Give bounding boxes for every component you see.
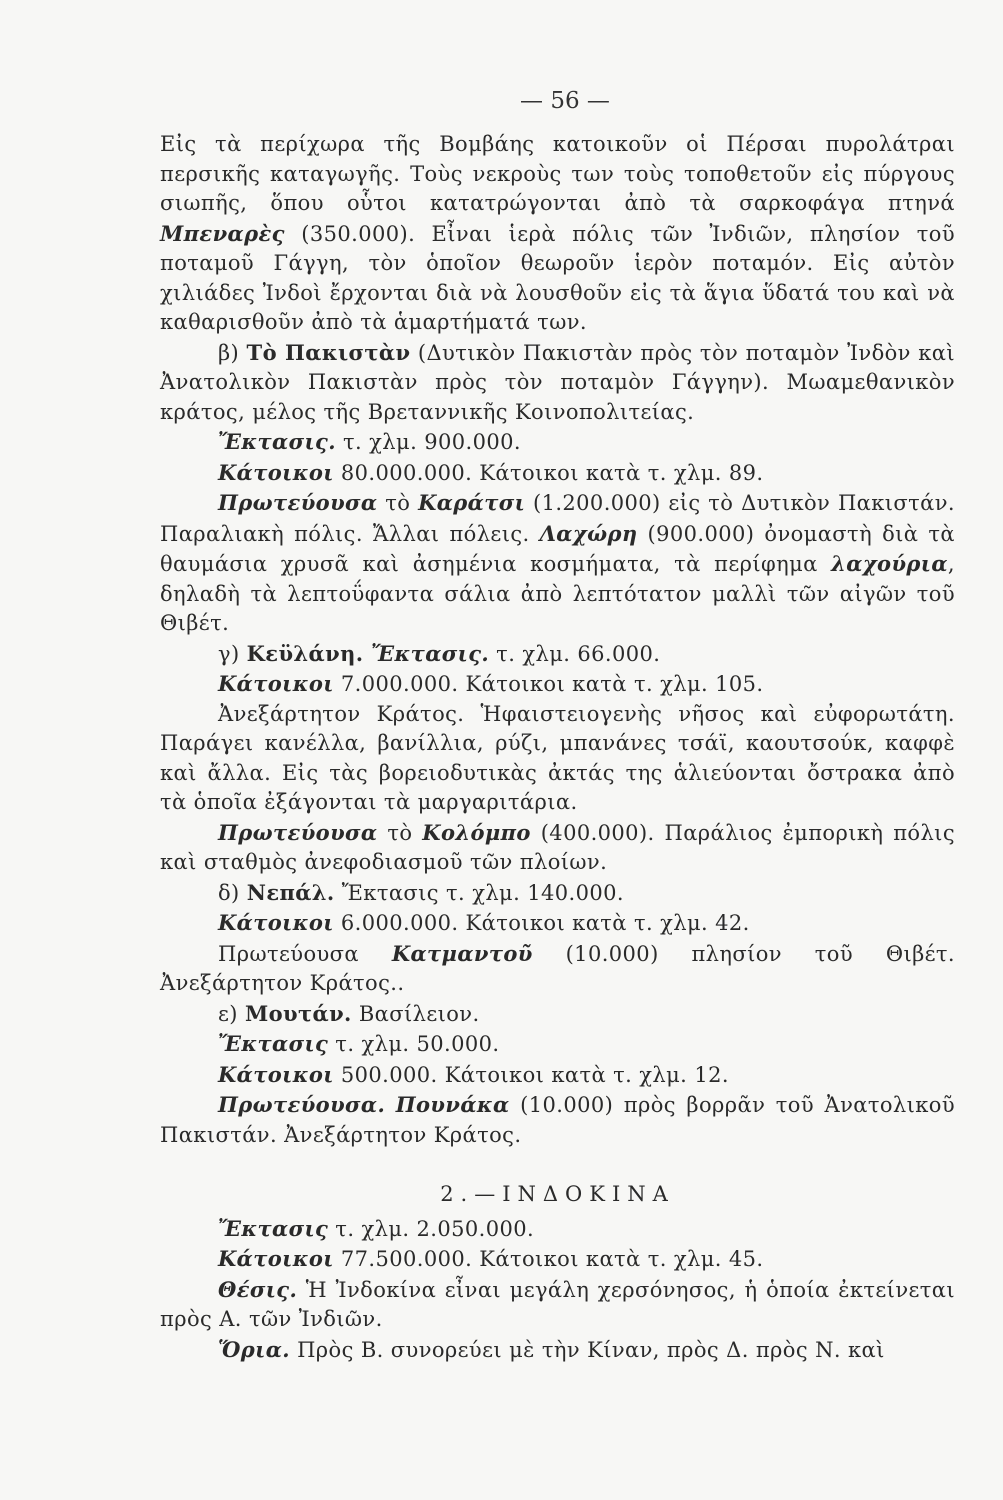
bhutan-population — [160, 1060, 955, 1091]
value: 77.500.000. Κάτοικοι κατὰ τ. χλμ. 45. — [333, 1247, 764, 1271]
text: Βασίλειον. — [351, 1001, 480, 1026]
label: Ἔκτασις — [218, 1031, 329, 1056]
ceylon-population — [160, 669, 955, 700]
indochina-population — [160, 1244, 955, 1275]
nepal-capital — [160, 939, 955, 999]
ceylon-intro — [160, 639, 955, 670]
ceylon-description — [160, 700, 955, 818]
value: 500.000. Κάτοικοι κατὰ τ. χλμ. 12. — [333, 1062, 729, 1087]
text: Πρὸς Β. συνορεύει μὲ τὴν Κίναν, πρὸς Δ. πρὸς Ν. καὶ — [290, 1337, 885, 1362]
text: Ἀνεξάρτητον Κράτος. Ἡφαιστειογενὴς νῆσος καὶ εὐφορωτάτη. Παράγει κανέλλα, βανίλλια, ρύζι, μπανάνες τσάϊ, καουτσούκ, καφφὲ καὶ ἄλλα. Εἰς τὰς βορειοδυτικὰς ἀκτάς της ἁλιεύονται ὄστρακα ἀπὸ τὰ ὁποῖα ἐξάγονται τὰ μαργαριτάρια. — [160, 701, 955, 814]
value: 6.000.000. Κάτοικοι κατὰ τ. χλμ. 42. — [333, 911, 750, 935]
city-name: Μπεναρὲς — [160, 220, 285, 246]
list-marker: δ) — [218, 880, 247, 905]
text: τὸ — [377, 491, 419, 515]
label: Πρωτεύουσα — [218, 490, 378, 515]
indochina-borders — [160, 1335, 955, 1366]
label: Ὅρια. — [218, 1336, 290, 1362]
label: Κάτοικοι — [218, 1246, 334, 1271]
city-name: Κατμαντοῦ — [391, 940, 533, 966]
text: , δηλαδὴ τὰ λεπτοΰφαντα σάλια ἀπὸ λεπτότατον μαλλὶ τῶν αἰγῶν τοῦ Θιβέτ. — [160, 552, 955, 635]
pakistan-intro — [160, 338, 955, 428]
country-name: Τὸ Πακιστὰν — [246, 339, 411, 365]
city-name: Καράτσι — [418, 490, 526, 515]
nepal-intro — [160, 878, 955, 909]
pakistan-capital — [160, 488, 955, 639]
indochina-position — [160, 1275, 955, 1335]
nepal-population — [160, 908, 955, 939]
pakistan-area — [160, 427, 955, 458]
text: (350.000). Εἶναι ἱερὰ πόλις τῶν Ἰνδιῶν, πλησίον τοῦ ποταμοῦ Γάγγη, τὸν ὁποῖον θεωροῦν ἱερὸν ποταμόν. Εἰς αὐτὸν χιλιάδες Ἰνδοὶ ἔρχονται διὰ νὰ λουσθοῦν εἰς τὰ ἅγια ὕδατά του καὶ νὰ καθαρισθοῦν ἀπὸ τὰ ἁμαρτήματά των. — [160, 221, 955, 334]
value: τ. χλμ. 50.000. — [328, 1032, 500, 1056]
term: λαχούρια — [831, 551, 948, 576]
city-name: Κολόμπο — [422, 819, 531, 845]
page-number: — 56 — — [520, 88, 610, 114]
value: Ἔκτασις τ. χλμ. 140.000. — [334, 880, 624, 905]
label: Κάτοικοι — [218, 910, 334, 935]
value: 7.000.000. Κάτοικοι κατὰ τ. χλμ. 105. — [333, 672, 764, 696]
country-name: Κεϋλάνη. — [246, 640, 364, 666]
bhutan-intro — [160, 999, 955, 1030]
pakistan-population — [160, 458, 955, 489]
section-heading-indochina: 2.—ΙΝΔΟΚΙΝΑ — [440, 1182, 675, 1206]
value: τ. χλμ. 900.000. — [335, 430, 521, 454]
indochina-area — [160, 1214, 955, 1245]
bhutan-capital — [160, 1090, 955, 1150]
label: Πρωτεύουσα — [218, 941, 392, 966]
text: τὸ — [377, 820, 423, 845]
city-name: Λαχώρη — [539, 520, 638, 546]
country-name: Νεπάλ. — [246, 879, 335, 905]
label: Ἔκτασις. — [218, 429, 336, 454]
label: Κάτοικοι — [218, 671, 334, 696]
text: (10.000) πρὸς βορρᾶν τοῦ Ἀνατολικοῦ Πακιστάν. Ἀνεξάρτητον Κράτος. — [160, 1093, 956, 1147]
text: (10.000) πλησίον τοῦ Θιβέτ. Ἀνεξάρτητον Κράτος.. — [160, 941, 955, 995]
list-marker: β) — [218, 340, 247, 365]
text: Ἡ Ἰνδοκίνα εἶναι μεγάλη χερσόνησος, ἡ ὁποία ἐκτείνεται πρὸς Α. τῶν Ἰνδιῶν. — [160, 1277, 955, 1331]
city-name: Πουνάκα — [395, 1092, 510, 1117]
ceylon-capital — [160, 818, 955, 878]
text: (900.000) ὀνομαστὴ διὰ τὰ θαυμάσια χρυσᾶ καὶ ἀσημένια κοσμήματα, τὰ περίφημα — [160, 521, 955, 576]
list-marker: γ) — [218, 641, 247, 666]
paragraph-bombay-benares — [160, 130, 955, 338]
list-marker: ε) — [218, 1001, 245, 1026]
text: (Δυτικὸν Πακιστὰν πρὸς τὸν ποταμὸν Ἰνδὸν καὶ Ἀνατολικὸν Πακιστὰν πρὸς τὸν ποταμὸν Γάγγην). Μωαμεθανικὸν κράτος, μέλος τῆς Βρεταννικῆς Κοινοπολιτείας. — [160, 340, 955, 424]
label: Πρωτεύουσα — [218, 819, 378, 845]
label: Κάτοικοι — [218, 1061, 334, 1087]
value: 80.000.000. Κάτοικοι κατὰ τ. χλμ. 89. — [333, 460, 764, 485]
text: (1.200.000) εἰς τὸ Δυτικὸν Πακιστάν. Παραλιακὴ πόλις. Ἄλλαι πόλεις. — [160, 491, 955, 546]
country-name: Μουτάν. — [244, 1000, 352, 1026]
value: τ. χλμ. 66.000. — [489, 641, 661, 666]
label: Κάτοικοι — [218, 459, 334, 485]
label: Πρωτεύουσα. — [218, 1092, 386, 1117]
page-body — [160, 130, 955, 1365]
value: τ. χλμ. 2.050.000. — [328, 1216, 535, 1241]
spacer — [160, 1150, 955, 1180]
text: (400.000). Παράλιος ἐμπορικὴ πόλις καὶ σταθμὸς ἀνεφοδιασμοῦ τῶν πλοίων. — [160, 820, 955, 874]
label: Θέσις. — [218, 1276, 298, 1302]
text: Εἰς τὰ περίχωρα τῆς Βομβάης κατοικοῦν οἱ Πέρσαι πυρολάτραι περσικῆς καταγωγῆς. Τοὺς νεκροὺς των τοὺς τοποθετοῦν εἰς πύργους σιωπῆς, ὅπου οὗτοι κατατρώγονται ἀπὸ τὰ σαρκοφάγα πτηνά — [160, 132, 955, 215]
label: Ἔκτασις. — [363, 640, 490, 666]
bhutan-area — [160, 1029, 955, 1060]
label: Ἔκτασις — [218, 1215, 329, 1241]
